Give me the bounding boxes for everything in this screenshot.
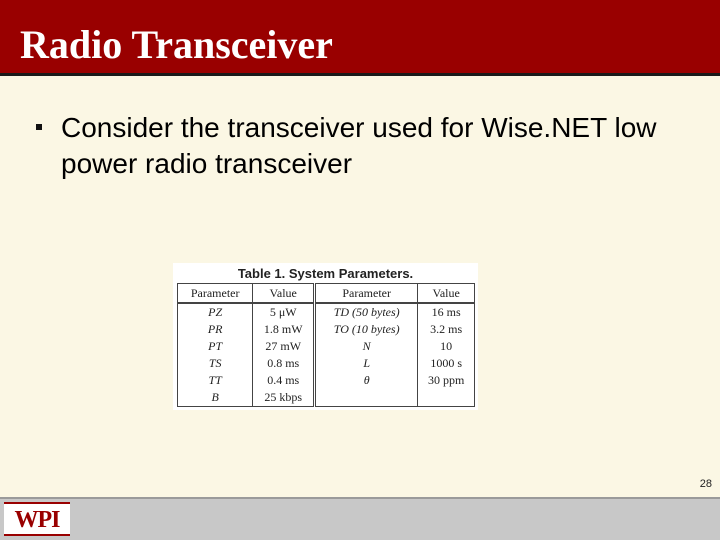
table-cell: 16 ms <box>418 303 475 321</box>
bullet-marker <box>36 124 42 130</box>
wpi-logo <box>4 502 70 536</box>
system-parameters-table-image <box>173 263 478 410</box>
table-cell: 1000 s <box>418 355 475 372</box>
slide-title: Radio Transceiver <box>20 22 333 67</box>
table-cell <box>418 389 475 407</box>
table-cell: L <box>315 355 418 372</box>
header-parameter: Parameter <box>178 284 253 304</box>
table-row <box>178 355 475 372</box>
table-cell: N <box>315 338 418 355</box>
table-cell: TO (10 bytes) <box>315 321 418 338</box>
header-value: Value <box>418 284 475 304</box>
table-caption: Table 1. System Parameters. <box>237 266 414 281</box>
parameters-table <box>177 283 475 407</box>
table-row <box>178 303 475 321</box>
page-number: 28 <box>699 478 712 490</box>
table-cell: 5 μW <box>253 303 315 321</box>
table-row <box>178 389 475 407</box>
table-cell: θ <box>315 372 418 389</box>
table-cell: 0.8 ms <box>253 355 315 372</box>
table-header-row <box>178 284 475 304</box>
title-bar <box>0 0 720 76</box>
header-parameter: Parameter <box>315 284 418 304</box>
table-row <box>178 338 475 355</box>
logo-text: WPI <box>14 507 60 533</box>
table-row <box>178 321 475 338</box>
table-cell: 3.2 ms <box>418 321 475 338</box>
table-cell: 1.8 mW <box>253 321 315 338</box>
table-row <box>178 372 475 389</box>
footer-bar <box>0 497 720 540</box>
table-cell: 30 ppm <box>418 372 475 389</box>
bullet-text: Consider the transceiver used for Wise.NET low power radio transceiver <box>61 112 657 179</box>
table-cell: PZ <box>178 303 253 321</box>
table-cell: 25 kbps <box>253 389 315 407</box>
table-cell: TT <box>178 372 253 389</box>
table-cell: TS <box>178 355 253 372</box>
table-cell: PR <box>178 321 253 338</box>
table-cell: 27 mW <box>253 338 315 355</box>
table-cell <box>315 389 418 407</box>
table-cell: B <box>178 389 253 407</box>
table-cell: 10 <box>418 338 475 355</box>
header-value: Value <box>253 284 315 304</box>
table-cell: 0.4 ms <box>253 372 315 389</box>
table-cell: TD (50 bytes) <box>315 303 418 321</box>
table-cell: PT <box>178 338 253 355</box>
